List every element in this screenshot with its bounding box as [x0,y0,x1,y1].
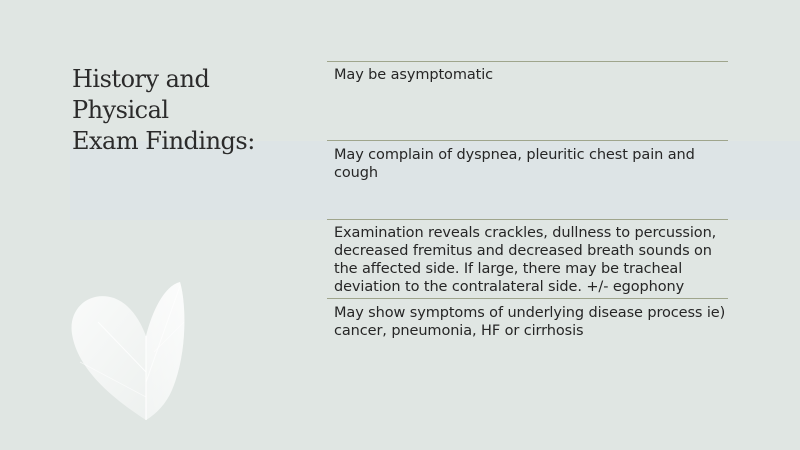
divider-rule [327,61,728,62]
title-line-2: Exam Findings: [72,127,255,155]
finding-item-2: May complain of dyspnea, pleuritic chest pain and cough [334,147,695,181]
finding-item-3: Examination reveals crackles, dullness to percussion, decreased fremitus and decreased breath sounds on the affected side. If large, there may be tracheal deviation to the contralateral side. +/- egophony [334,225,717,295]
finding-item-4: May show symptoms of underlying disease process ie) cancer, pneumonia, HF or cirrhosis [334,305,726,339]
divider-rule [327,298,728,299]
title-line-1: History and Physical [72,65,210,124]
divider-rule [327,219,728,220]
slide-title [72,64,312,157]
finding-item-1: May be asymptomatic [334,67,494,83]
divider-rule [327,140,728,141]
heart-leaf-icon [68,262,188,422]
